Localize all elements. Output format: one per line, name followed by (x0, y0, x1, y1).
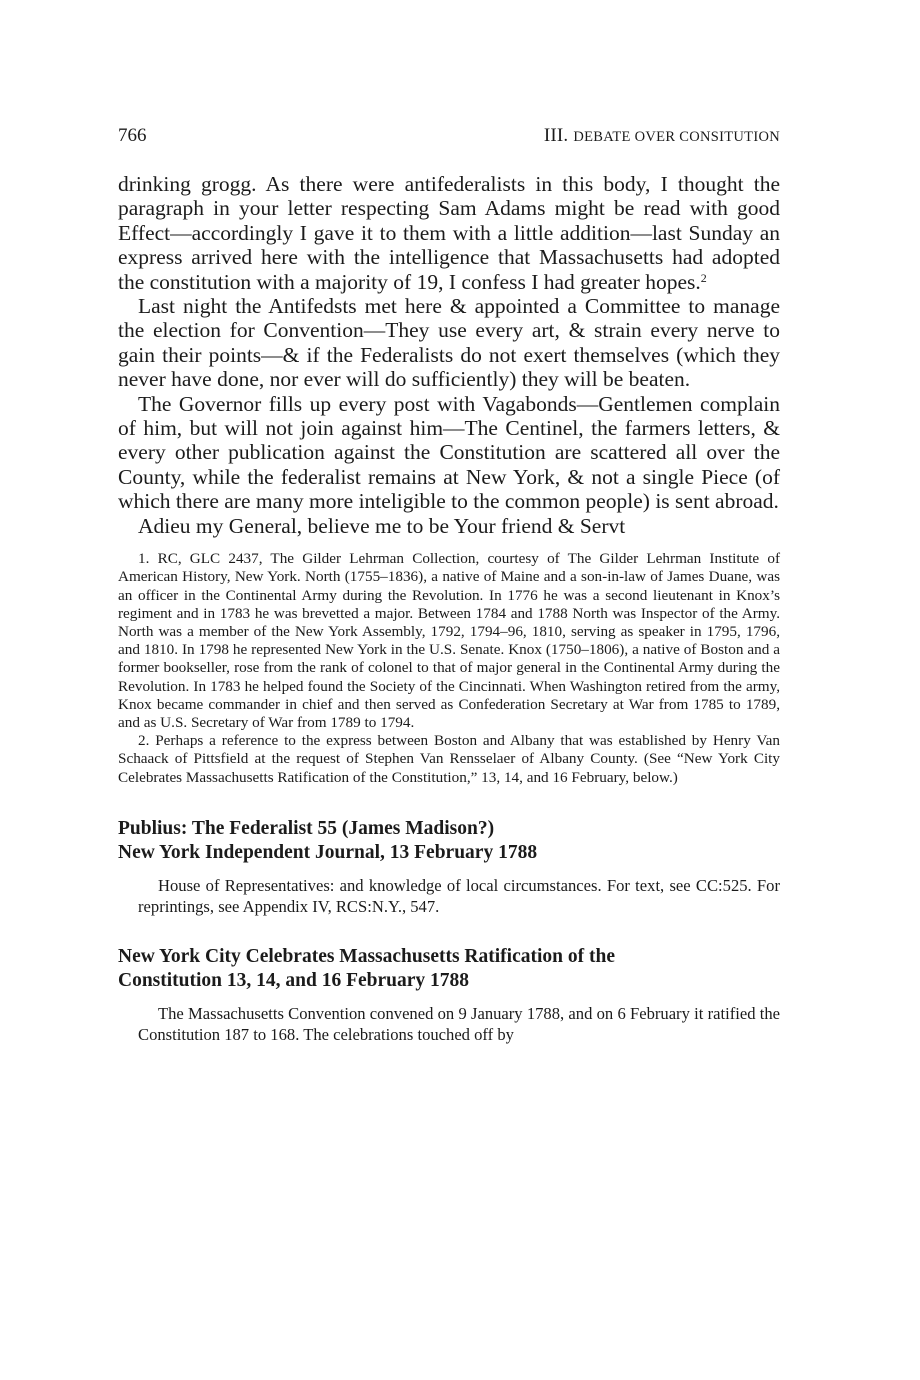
section-summary: House of Representatives: and knowledge of local circumstances. For text, see CC:525. For reprintings, see Appendix IV, RCS:N.Y., 547. (138, 875, 780, 916)
letter-paragraph-3: The Governor fills up every post with Vagabonds—Gentlemen complain of him, but will not join against him—The Centinel, the farmers letters, & every other publication against the Constitution are scattered all over the County, while the federalist remains at New York, & not a single Piece (of which there are many more inteligible to the common people) is sent abroad. (118, 391, 780, 514)
section-heading-line-1: New York City Celebrates Massachusetts Ratification of the (118, 945, 615, 967)
footnotes (118, 550, 780, 787)
section-intro: The Massachusetts Convention convened on 9 January 1788, and on 6 February it ratified the Constitution 187 to 168. The celebrations touched off by (138, 1003, 780, 1044)
footnote-2: 2. Perhaps a reference to the express between Boston and Albany that was established by Henry Van Schaack of Pittsfield at the request of Stephen Van Rensselaer of Albany County. (See “New York City Celebrates Massachusetts Ratification of the Constitution,” 13, 14, and 16 February, below.) (118, 732, 780, 786)
page-header (118, 124, 780, 148)
footnote-1: 1. RC, GLC 2437, The Gilder Lehrman Collection, courtesy of The Gilder Lehrman Institute of American History, New York. North (1755–1836), a native of Maine and a son-in-law of James Duane, was an officer in the Continental Army during the Revolution. In 1776 he was a second lieutenant in Knox’s regiment and in 1783 he was brevetted a major. Between 1784 and 1788 North was Inspector of the Army. North was a member of the New York Assembly, 1792, 1794–96, 1810, serving as speaker in 1795, 1796, and 1810. In 1798 he represented New York in the U.S. Senate. Knox (1750–1806), a native of Boston and a former bookseller, rose from the rank of colonel to that of major general in the Continental Army during the Revolution. In 1783 he helped found the Society of the Cincinnati. When Washington retired from the army, Knox became commander in chief and then served as Confederation Secretary at War from 1785 to 1789, and as U.S. Secretary of War from 1789 to 1794. (118, 550, 780, 731)
letter-paragraph-1-text: drinking grogg. As there were antifederalists in this body, I thought the paragraph in your letter respecting Sam Adams might be read with good Effect—accordingly I gave it to them with a little addition—last Sunday an express arrived here with the intelligence that Massachusetts had adopted the constitution with a majority of 19, I confess I had greater hopes. (118, 172, 780, 294)
footnote-ref-2: 2 (700, 270, 707, 285)
section-heading-line-2: Constitution 13, 14, and 16 February 1788 (118, 969, 470, 991)
running-head-roman: III. (543, 125, 569, 146)
letter-paragraph-2: Last night the Antifedsts met here & appointed a Committee to manage the election for Convention—They use every art, & strain every nerve to gain their points—& if the Federalists do not exert themselves (which they never have done, nor ever will do sufficiently) they will be beaten. (118, 294, 780, 392)
section-heading-federalist-55 (118, 817, 780, 865)
letter-closing: Adieu my General, believe me to be Your friend & Servt (138, 513, 626, 538)
page-body (118, 172, 780, 1045)
letter-paragraph-1 (118, 172, 780, 294)
running-head (544, 124, 780, 149)
letter-text (118, 172, 780, 538)
section-heading-line-2: New York Independent Journal, 13 February 1788 (118, 841, 538, 863)
section-heading-nyc-celebrates (118, 945, 780, 993)
page-number: 766 (118, 125, 147, 146)
section-heading-line-1: Publius: The Federalist 55 (James Madison?) (118, 817, 495, 839)
running-head-text: DEBATE OVER CONSITUTION (573, 129, 780, 145)
